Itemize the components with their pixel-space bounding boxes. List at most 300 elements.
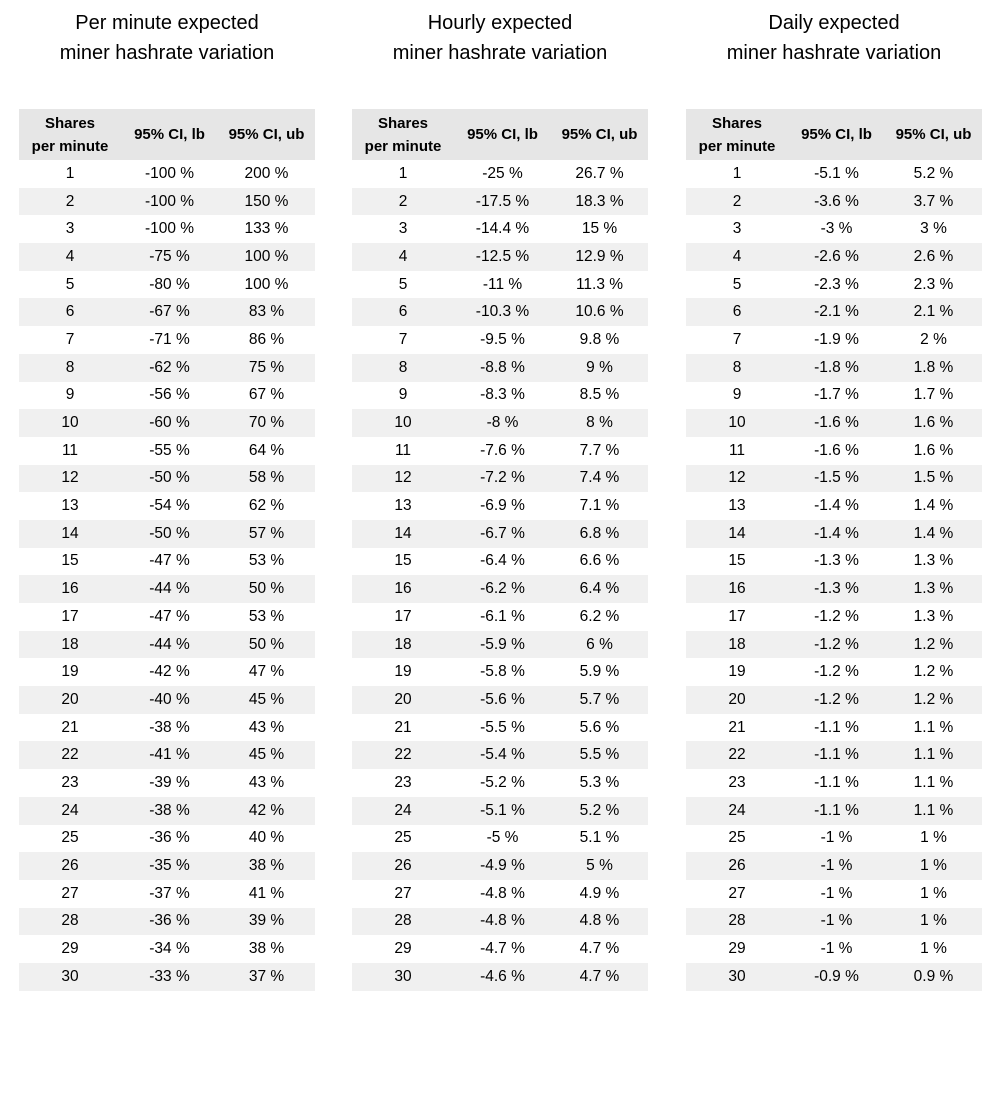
cell-shares-per-minute: 27 <box>61 884 79 902</box>
cell-shares-per-minute: 3 <box>732 220 742 238</box>
cell-ci-lower-bound: -1 % <box>820 857 853 875</box>
cell-ci-upper-bound: 3 % <box>920 220 947 238</box>
cell-ci-upper-bound: 62 % <box>248 497 285 515</box>
cell-ci-lower-bound: -1 % <box>820 884 853 902</box>
cell-shares-per-minute: 9 <box>732 386 742 404</box>
cell-ci-lower-bound: -36 % <box>149 912 190 930</box>
cell-ci-upper-bound: 1 % <box>920 912 947 930</box>
cell-ci-lower-bound: -38 % <box>149 718 190 736</box>
table-row <box>19 243 315 271</box>
table-header-row <box>686 109 982 160</box>
cell-shares-per-minute: 13 <box>61 497 79 515</box>
table-row <box>686 271 982 299</box>
table-row <box>352 935 648 963</box>
cell-shares-per-minute: 24 <box>61 801 79 819</box>
cell-ci-upper-bound: 8.5 % <box>579 386 620 404</box>
variation-table <box>19 109 315 991</box>
cell-shares-per-minute: 24 <box>728 801 746 819</box>
cell-ci-upper-bound: 45 % <box>248 690 285 708</box>
cell-ci-upper-bound: 67 % <box>248 386 285 404</box>
cell-shares-per-minute: 1 <box>65 164 75 182</box>
table-row <box>352 548 648 576</box>
table-row <box>686 797 982 825</box>
cell-shares-per-minute: 14 <box>728 524 746 542</box>
cell-ci-lower-bound: -12.5 % <box>475 247 530 265</box>
cell-shares-per-minute: 11 <box>61 441 79 459</box>
table-row <box>352 409 648 437</box>
cell-ci-lower-bound: -3 % <box>820 220 853 238</box>
cell-shares-per-minute: 15 <box>728 552 746 570</box>
cell-ci-upper-bound: 2.1 % <box>913 303 954 321</box>
table-row <box>686 382 982 410</box>
table-row <box>352 908 648 936</box>
cell-ci-lower-bound: -7.2 % <box>480 469 525 487</box>
table-row <box>686 548 982 576</box>
cell-ci-lower-bound: -38 % <box>149 801 190 819</box>
cell-ci-lower-bound: -62 % <box>149 358 190 376</box>
cell-shares-per-minute: 18 <box>394 635 412 653</box>
table-row <box>352 465 648 493</box>
cell-ci-lower-bound: -11 % <box>482 275 523 293</box>
panel-title-line2: miner hashrate variation <box>392 42 608 64</box>
column-header-line: 95% CI, lb <box>467 126 538 143</box>
cell-ci-lower-bound: -75 % <box>149 247 190 265</box>
cell-shares-per-minute: 30 <box>61 967 79 985</box>
cell-shares-per-minute: 7 <box>65 330 75 348</box>
cell-ci-lower-bound: -60 % <box>149 414 190 432</box>
table-row <box>19 769 315 797</box>
table-row <box>352 520 648 548</box>
cell-ci-upper-bound: 2.6 % <box>913 247 954 265</box>
table-row <box>686 769 982 797</box>
table-row <box>686 603 982 631</box>
cell-ci-lower-bound: -3.6 % <box>814 192 859 210</box>
cell-ci-upper-bound: 1.1 % <box>913 746 954 764</box>
cell-shares-per-minute: 19 <box>728 663 746 681</box>
table-row <box>19 658 315 686</box>
table-row <box>352 631 648 659</box>
cell-ci-lower-bound: -1.9 % <box>814 330 859 348</box>
cell-ci-lower-bound: -54 % <box>149 497 190 515</box>
table-row <box>19 492 315 520</box>
cell-ci-lower-bound: -4.6 % <box>480 967 525 985</box>
cell-ci-upper-bound: 57 % <box>248 524 285 542</box>
cell-ci-upper-bound: 42 % <box>248 801 285 819</box>
panel-title-line2: miner hashrate variation <box>726 42 942 64</box>
cell-ci-lower-bound: -44 % <box>149 635 190 653</box>
cell-ci-lower-bound: -1.1 % <box>814 773 859 791</box>
cell-shares-per-minute: 4 <box>732 247 742 265</box>
cell-shares-per-minute: 15 <box>61 552 79 570</box>
cell-shares-per-minute: 6 <box>65 303 75 321</box>
table-row <box>686 741 982 769</box>
cell-ci-lower-bound: -35 % <box>149 857 190 875</box>
panel-title-line1: Daily expected <box>768 12 900 34</box>
cell-shares-per-minute: 20 <box>728 690 746 708</box>
cell-shares-per-minute: 19 <box>394 663 412 681</box>
table-row <box>19 825 315 853</box>
cell-ci-lower-bound: -8.3 % <box>480 386 525 404</box>
column-header-line: per minute <box>364 137 442 155</box>
cell-ci-upper-bound: 8 % <box>586 414 613 432</box>
cell-ci-lower-bound: -8.8 % <box>480 358 525 376</box>
cell-ci-lower-bound: -47 % <box>149 552 190 570</box>
table-row <box>352 575 648 603</box>
cell-ci-lower-bound: -56 % <box>149 386 190 404</box>
cell-shares-per-minute: 19 <box>61 663 79 681</box>
cell-ci-lower-bound: -41 % <box>149 746 190 764</box>
cell-ci-lower-bound: -100 % <box>144 192 195 210</box>
table-row <box>686 880 982 908</box>
cell-ci-upper-bound: 6.8 % <box>579 524 620 542</box>
cell-ci-upper-bound: 5.5 % <box>579 746 620 764</box>
table-row <box>686 160 982 188</box>
table-header-row <box>352 109 648 160</box>
cell-ci-lower-bound: -1.3 % <box>814 552 859 570</box>
cell-ci-lower-bound: -1.8 % <box>814 358 859 376</box>
cell-ci-lower-bound: -1.6 % <box>814 414 859 432</box>
table-row <box>19 880 315 908</box>
table-row <box>686 658 982 686</box>
table-row <box>19 935 315 963</box>
cell-shares-per-minute: 25 <box>728 829 746 847</box>
cell-shares-per-minute: 28 <box>394 912 412 930</box>
cell-ci-upper-bound: 1 % <box>920 940 947 958</box>
column-header-line: Shares <box>711 114 763 132</box>
cell-shares-per-minute: 29 <box>61 940 79 958</box>
variation-table <box>352 109 648 991</box>
table-row <box>19 603 315 631</box>
panel-title-line1: Hourly expected <box>427 12 573 34</box>
table-row <box>19 686 315 714</box>
cell-ci-upper-bound: 4.7 % <box>579 967 620 985</box>
cell-ci-upper-bound: 43 % <box>248 773 285 791</box>
table-row <box>352 492 648 520</box>
table-row <box>352 658 648 686</box>
cell-ci-upper-bound: 5.6 % <box>579 718 620 736</box>
table-row <box>19 963 315 991</box>
cell-ci-lower-bound: -50 % <box>149 524 190 542</box>
cell-ci-upper-bound: 53 % <box>248 552 285 570</box>
cell-ci-upper-bound: 100 % <box>244 275 289 293</box>
cell-ci-upper-bound: 41 % <box>248 884 285 902</box>
cell-shares-per-minute: 13 <box>394 497 412 515</box>
table-row <box>686 437 982 465</box>
cell-ci-upper-bound: 64 % <box>248 441 285 459</box>
cell-shares-per-minute: 22 <box>394 746 412 764</box>
column-header-shares-per-minute <box>19 109 121 160</box>
cell-ci-upper-bound: 1.2 % <box>913 663 954 681</box>
cell-ci-lower-bound: -47 % <box>149 607 190 625</box>
cell-shares-per-minute: 8 <box>65 358 75 376</box>
cell-shares-per-minute: 26 <box>61 857 79 875</box>
table-row <box>352 686 648 714</box>
cell-ci-upper-bound: 9 % <box>586 358 613 376</box>
cell-shares-per-minute: 21 <box>394 718 412 736</box>
cell-ci-lower-bound: -40 % <box>149 690 190 708</box>
column-header-line: Shares <box>44 114 96 132</box>
table-row <box>19 741 315 769</box>
cell-ci-upper-bound: 45 % <box>248 746 285 764</box>
table-row <box>686 409 982 437</box>
cell-shares-per-minute: 2 <box>65 192 75 210</box>
table-row <box>686 935 982 963</box>
cell-ci-lower-bound: -8 % <box>486 414 519 432</box>
cell-ci-lower-bound: -6.2 % <box>480 580 525 598</box>
cell-ci-upper-bound: 1 % <box>920 829 947 847</box>
cell-shares-per-minute: 22 <box>728 746 746 764</box>
cell-ci-upper-bound: 7.7 % <box>579 441 620 459</box>
cell-ci-lower-bound: -5.5 % <box>480 718 525 736</box>
panel-title <box>0 8 335 68</box>
cell-ci-lower-bound: -1.2 % <box>814 690 859 708</box>
column-header-line: 95% CI, ub <box>895 126 972 143</box>
cell-ci-upper-bound: 6 % <box>586 635 613 653</box>
panel-title <box>666 8 1000 68</box>
cell-shares-per-minute: 21 <box>728 718 746 736</box>
cell-ci-lower-bound: -5.4 % <box>480 746 525 764</box>
cell-ci-lower-bound: -1.1 % <box>814 746 859 764</box>
cell-shares-per-minute: 7 <box>398 330 408 348</box>
cell-ci-upper-bound: 15 % <box>581 220 618 238</box>
cell-ci-lower-bound: -1.4 % <box>814 497 859 515</box>
cell-ci-lower-bound: -17.5 % <box>475 192 530 210</box>
cell-ci-upper-bound: 1.2 % <box>913 635 954 653</box>
cell-shares-per-minute: 28 <box>61 912 79 930</box>
table-row <box>352 852 648 880</box>
table-row <box>19 326 315 354</box>
cell-ci-upper-bound: 1.5 % <box>913 469 954 487</box>
cell-shares-per-minute: 14 <box>394 524 412 542</box>
cell-shares-per-minute: 26 <box>394 857 412 875</box>
table-row <box>686 908 982 936</box>
cell-ci-lower-bound: -7.6 % <box>480 441 525 459</box>
cell-ci-lower-bound: -1.7 % <box>814 386 859 404</box>
cell-ci-lower-bound: -1.2 % <box>814 607 859 625</box>
cell-ci-lower-bound: -1.2 % <box>814 663 859 681</box>
table-row <box>352 243 648 271</box>
cell-shares-per-minute: 14 <box>61 524 79 542</box>
table-row <box>686 215 982 243</box>
cell-shares-per-minute: 26 <box>728 857 746 875</box>
cell-ci-lower-bound: -37 % <box>149 884 190 902</box>
cell-ci-upper-bound: 5 % <box>586 857 613 875</box>
cell-ci-lower-bound: -55 % <box>149 441 190 459</box>
cell-ci-lower-bound: -5 % <box>486 829 519 847</box>
cell-ci-upper-bound: 4.8 % <box>579 912 620 930</box>
table-row <box>686 963 982 991</box>
cell-ci-upper-bound: 5.3 % <box>579 773 620 791</box>
column-header-shares-per-minute <box>686 109 788 160</box>
cell-ci-lower-bound: -1.2 % <box>814 635 859 653</box>
cell-ci-upper-bound: 38 % <box>248 857 285 875</box>
cell-shares-per-minute: 6 <box>398 303 408 321</box>
cell-ci-lower-bound: -100 % <box>144 164 195 182</box>
table-row <box>352 160 648 188</box>
panel-title-line2: miner hashrate variation <box>59 42 275 64</box>
cell-ci-upper-bound: 5.1 % <box>579 829 620 847</box>
panel-title-line1: Per minute expected <box>75 12 259 34</box>
table-row <box>19 271 315 299</box>
table-row <box>686 575 982 603</box>
cell-shares-per-minute: 30 <box>394 967 412 985</box>
cell-ci-upper-bound: 4.9 % <box>579 884 620 902</box>
cell-ci-lower-bound: -71 % <box>149 330 190 348</box>
table-row <box>686 825 982 853</box>
table-row <box>352 437 648 465</box>
table-row <box>19 215 315 243</box>
cell-shares-per-minute: 27 <box>394 884 412 902</box>
variation-table <box>686 109 982 991</box>
table-row <box>352 354 648 382</box>
cell-shares-per-minute: 12 <box>728 469 746 487</box>
table-row <box>19 520 315 548</box>
cell-ci-upper-bound: 1.3 % <box>913 607 954 625</box>
cell-ci-lower-bound: -6.7 % <box>480 524 525 542</box>
cell-ci-lower-bound: -5.6 % <box>480 690 525 708</box>
table-header-row <box>19 109 315 160</box>
cell-ci-upper-bound: 5.9 % <box>579 663 620 681</box>
cell-ci-upper-bound: 6.4 % <box>579 580 620 598</box>
cell-shares-per-minute: 24 <box>394 801 412 819</box>
cell-shares-per-minute: 16 <box>728 580 746 598</box>
column-header-ci-lower-bound <box>121 109 218 160</box>
cell-shares-per-minute: 8 <box>398 358 408 376</box>
cell-ci-upper-bound: 5.2 % <box>579 801 620 819</box>
cell-shares-per-minute: 23 <box>728 773 746 791</box>
cell-shares-per-minute: 3 <box>398 220 408 238</box>
cell-shares-per-minute: 29 <box>728 940 746 958</box>
column-header-line: per minute <box>698 137 776 155</box>
table-row <box>686 852 982 880</box>
cell-shares-per-minute: 5 <box>398 275 408 293</box>
cell-shares-per-minute: 30 <box>728 967 746 985</box>
column-header-line: 95% CI, ub <box>561 126 638 143</box>
table-row <box>352 298 648 326</box>
cell-ci-lower-bound: -1.3 % <box>814 580 859 598</box>
table-row <box>19 437 315 465</box>
cell-shares-per-minute: 9 <box>65 386 75 404</box>
column-header-line: Shares <box>377 114 429 132</box>
cell-ci-lower-bound: -6.4 % <box>480 552 525 570</box>
cell-ci-lower-bound: -67 % <box>149 303 190 321</box>
cell-shares-per-minute: 12 <box>61 469 79 487</box>
cell-ci-lower-bound: -4.9 % <box>480 857 525 875</box>
table-row <box>19 575 315 603</box>
table-row <box>686 243 982 271</box>
table-row <box>19 298 315 326</box>
table-row <box>352 603 648 631</box>
table-row <box>352 963 648 991</box>
cell-shares-per-minute: 5 <box>65 275 75 293</box>
cell-shares-per-minute: 28 <box>728 912 746 930</box>
cell-ci-upper-bound: 7.4 % <box>579 469 620 487</box>
cell-shares-per-minute: 2 <box>732 192 742 210</box>
cell-ci-upper-bound: 1.8 % <box>913 358 954 376</box>
cell-shares-per-minute: 25 <box>61 829 79 847</box>
column-header-line: per minute <box>31 137 109 155</box>
cell-ci-lower-bound: -2.6 % <box>814 247 859 265</box>
cell-ci-lower-bound: -5.1 % <box>480 801 525 819</box>
cell-ci-upper-bound: 6.6 % <box>579 552 620 570</box>
cell-ci-lower-bound: -34 % <box>149 940 190 958</box>
table-row <box>352 825 648 853</box>
table-row <box>19 797 315 825</box>
cell-ci-upper-bound: 70 % <box>248 414 285 432</box>
cell-shares-per-minute: 16 <box>61 580 79 598</box>
cell-ci-upper-bound: 11.3 % <box>575 275 624 293</box>
table-row <box>19 465 315 493</box>
cell-ci-upper-bound: 26.7 % <box>575 164 624 182</box>
cell-ci-upper-bound: 0.9 % <box>913 967 954 985</box>
cell-shares-per-minute: 13 <box>728 497 746 515</box>
cell-ci-upper-bound: 150 % <box>244 192 289 210</box>
cell-ci-lower-bound: -1.1 % <box>814 801 859 819</box>
cell-ci-lower-bound: -5.8 % <box>480 663 525 681</box>
table-row <box>686 326 982 354</box>
table-row <box>19 382 315 410</box>
cell-ci-upper-bound: 9.8 % <box>579 330 620 348</box>
table-row <box>686 714 982 742</box>
cell-ci-lower-bound: -14.4 % <box>475 220 530 238</box>
table-row <box>19 631 315 659</box>
table-row <box>19 409 315 437</box>
cell-ci-lower-bound: -42 % <box>149 663 190 681</box>
table-row <box>686 686 982 714</box>
cell-shares-per-minute: 17 <box>394 607 412 625</box>
cell-shares-per-minute: 20 <box>394 690 412 708</box>
cell-ci-lower-bound: -5.9 % <box>480 635 525 653</box>
cell-ci-lower-bound: -6.9 % <box>480 497 525 515</box>
cell-shares-per-minute: 4 <box>398 247 408 265</box>
table-row <box>19 548 315 576</box>
cell-ci-lower-bound: -2.1 % <box>814 303 859 321</box>
cell-ci-upper-bound: 1.4 % <box>913 497 954 515</box>
table-row <box>19 908 315 936</box>
cell-ci-lower-bound: -5.1 % <box>814 164 859 182</box>
cell-ci-upper-bound: 1.4 % <box>913 524 954 542</box>
table-row <box>352 382 648 410</box>
table-row <box>352 880 648 908</box>
cell-ci-upper-bound: 7.1 % <box>579 497 620 515</box>
cell-ci-upper-bound: 47 % <box>248 663 285 681</box>
cell-ci-upper-bound: 53 % <box>248 607 285 625</box>
cell-ci-lower-bound: -1.5 % <box>814 469 859 487</box>
cell-shares-per-minute: 11 <box>728 441 746 459</box>
cell-ci-upper-bound: 1 % <box>920 884 947 902</box>
cell-ci-upper-bound: 6.2 % <box>579 607 620 625</box>
cell-shares-per-minute: 17 <box>61 607 79 625</box>
cell-ci-upper-bound: 50 % <box>248 580 285 598</box>
cell-ci-upper-bound: 10.6 % <box>575 303 624 321</box>
cell-shares-per-minute: 10 <box>394 414 412 432</box>
table-row <box>19 354 315 382</box>
table-row <box>352 188 648 216</box>
cell-ci-upper-bound: 39 % <box>248 912 285 930</box>
cell-ci-upper-bound: 83 % <box>248 303 285 321</box>
cell-ci-lower-bound: -9.5 % <box>480 330 525 348</box>
cell-ci-upper-bound: 58 % <box>248 469 285 487</box>
cell-ci-lower-bound: -80 % <box>149 275 190 293</box>
cell-shares-per-minute: 10 <box>728 414 746 432</box>
table-row <box>686 631 982 659</box>
table-row <box>352 741 648 769</box>
cell-ci-lower-bound: -100 % <box>144 220 195 238</box>
table-row <box>352 215 648 243</box>
cell-ci-lower-bound: -44 % <box>149 580 190 598</box>
cell-ci-upper-bound: 4.7 % <box>579 940 620 958</box>
cell-shares-per-minute: 21 <box>61 718 79 736</box>
